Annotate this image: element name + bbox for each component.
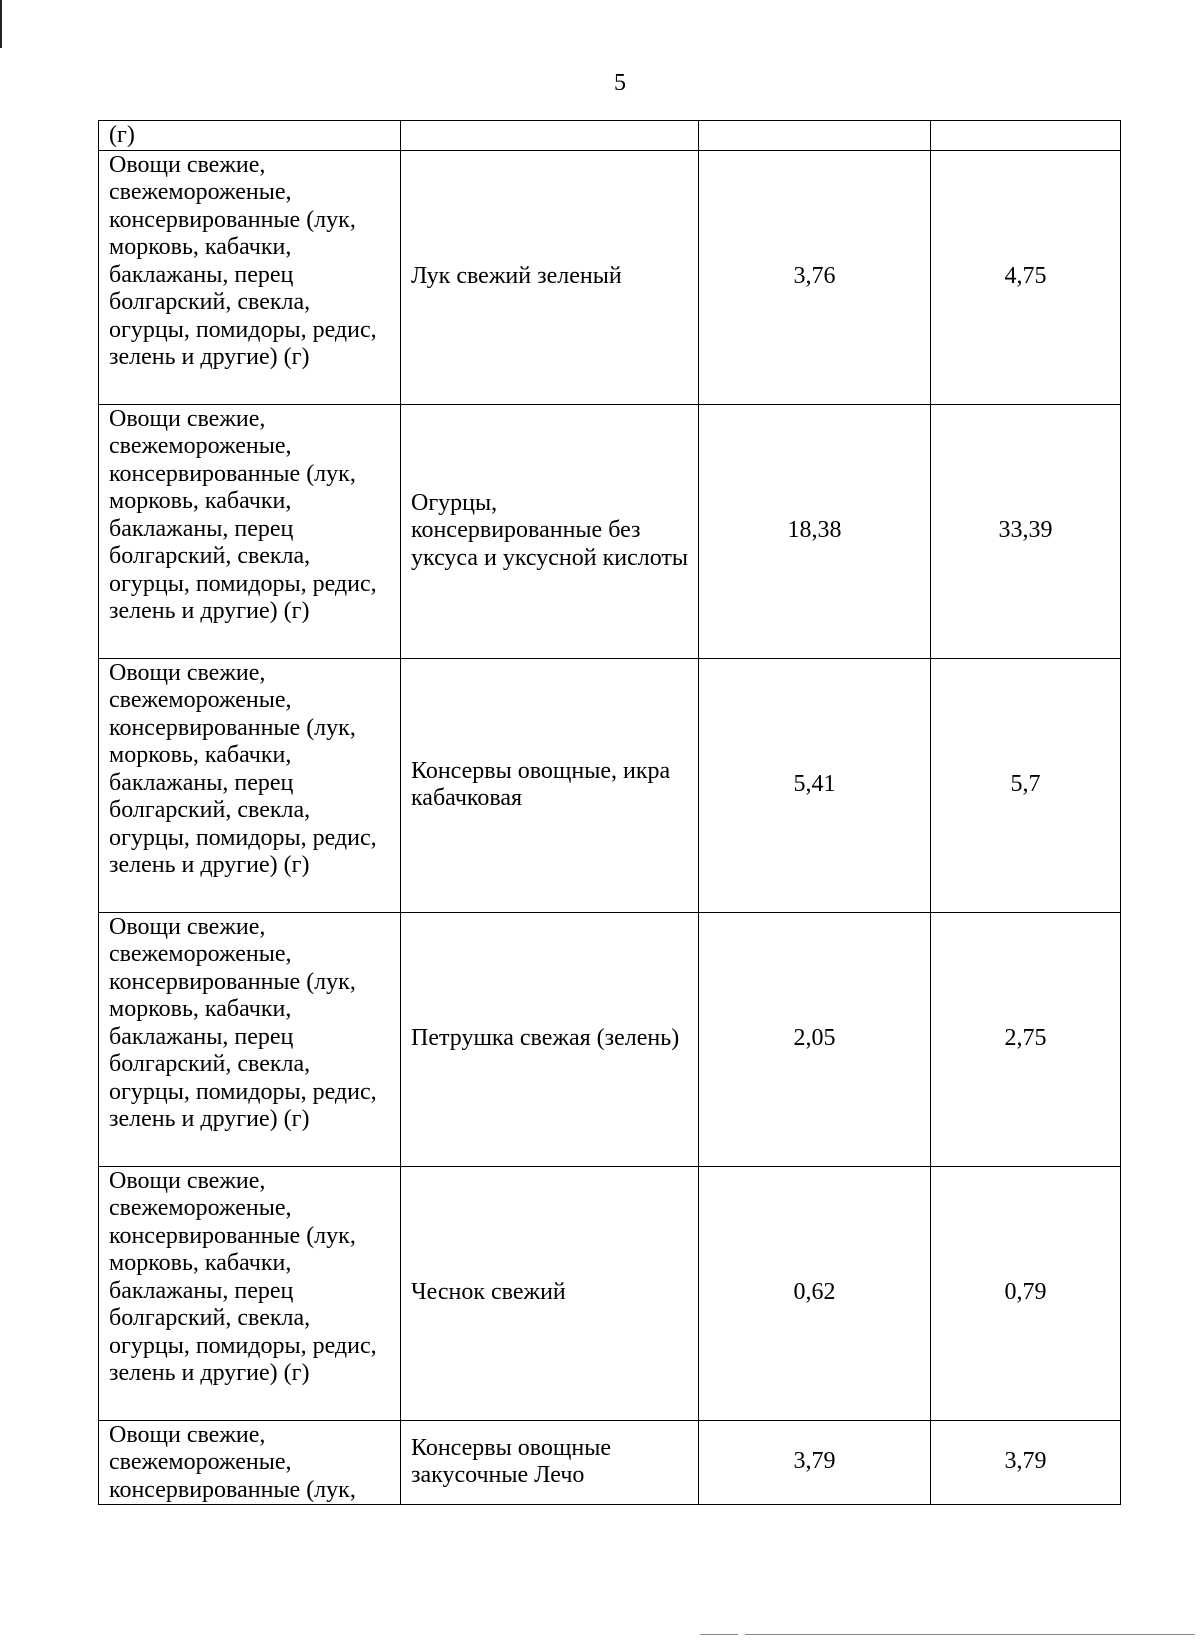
- footer-rule: [700, 1634, 738, 1635]
- category-cell: [99, 1420, 401, 1504]
- scan-edge-mark: [0, 0, 2, 48]
- value-1-cell: [699, 121, 931, 151]
- value-1-cell: 18,38: [699, 404, 931, 658]
- product-cell: Консервы овощные закусочные Лечо: [401, 1420, 699, 1504]
- value-1-cell: 5,41: [699, 658, 931, 912]
- category-cell: Овощи свежие, свежемороженые, консервированные (лук, морковь, кабачки, баклажаны, перец болгарский, свекла, огурцы, помидоры, редис, зелень и другие) (г): [99, 150, 401, 404]
- product-cell: Чеснок свежий: [401, 1166, 699, 1420]
- product-cell: Огурцы, консервированные без уксуса и уксусной кислоты: [401, 404, 699, 658]
- value-1-cell: 3,79: [699, 1420, 931, 1504]
- value-2-cell: [931, 121, 1121, 151]
- value-2-cell: 0,79: [931, 1166, 1121, 1420]
- value-2-cell: 5,7: [931, 658, 1121, 912]
- product-cell: Лук свежий зеленый: [401, 150, 699, 404]
- page-number: 5: [614, 70, 626, 96]
- value-1-cell: 0,62: [699, 1166, 931, 1420]
- product-cell: Петрушка свежая (зелень): [401, 912, 699, 1166]
- value-2-cell: 33,39: [931, 404, 1121, 658]
- category-cell: Овощи свежие, свежемороженые, консервированные (лук, морковь, кабачки, баклажаны, перец болгарский, свекла, огурцы, помидоры, редис, зелень и другие) (г): [99, 1166, 401, 1420]
- table-row-truncated: [99, 1420, 1121, 1504]
- table-row: [99, 150, 1121, 404]
- value-1-cell: 2,05: [699, 912, 931, 1166]
- category-cell: (г): [99, 121, 401, 151]
- value-2-cell: 4,75: [931, 150, 1121, 404]
- table-row: [99, 912, 1121, 1166]
- category-cell: Овощи свежие, свежемороженые, консервированные (лук, морковь, кабачки, баклажаны, перец болгарский, свекла, огурцы, помидоры, редис, зелень и другие) (г): [99, 658, 401, 912]
- table-row: [99, 404, 1121, 658]
- footer-rule: [745, 1634, 1195, 1635]
- category-cell: Овощи свежие, свежемороженые, консервированные (лук, морковь, кабачки, баклажаны, перец болгарский, свекла, огурцы, помидоры, редис, зелень и другие) (г): [99, 912, 401, 1166]
- table-row: [99, 658, 1121, 912]
- data-table: [98, 120, 1121, 1505]
- value-1-cell: 3,76: [699, 150, 931, 404]
- value-2-cell: 3,79: [931, 1420, 1121, 1504]
- category-cell: Овощи свежие, свежемороженые, консервированные (лук, морковь, кабачки, баклажаны, перец болгарский, свекла, огурцы, помидоры, редис, зелень и другие) (г): [99, 404, 401, 658]
- table-row-continued: [99, 121, 1121, 151]
- product-cell: [401, 121, 699, 151]
- value-2-cell: 2,75: [931, 912, 1121, 1166]
- product-cell: Консервы овощные, икра кабачковая: [401, 658, 699, 912]
- table-row: [99, 1166, 1121, 1420]
- category-text: Овощи свежие, свежемороженые, консервированные (лук,: [109, 1421, 356, 1503]
